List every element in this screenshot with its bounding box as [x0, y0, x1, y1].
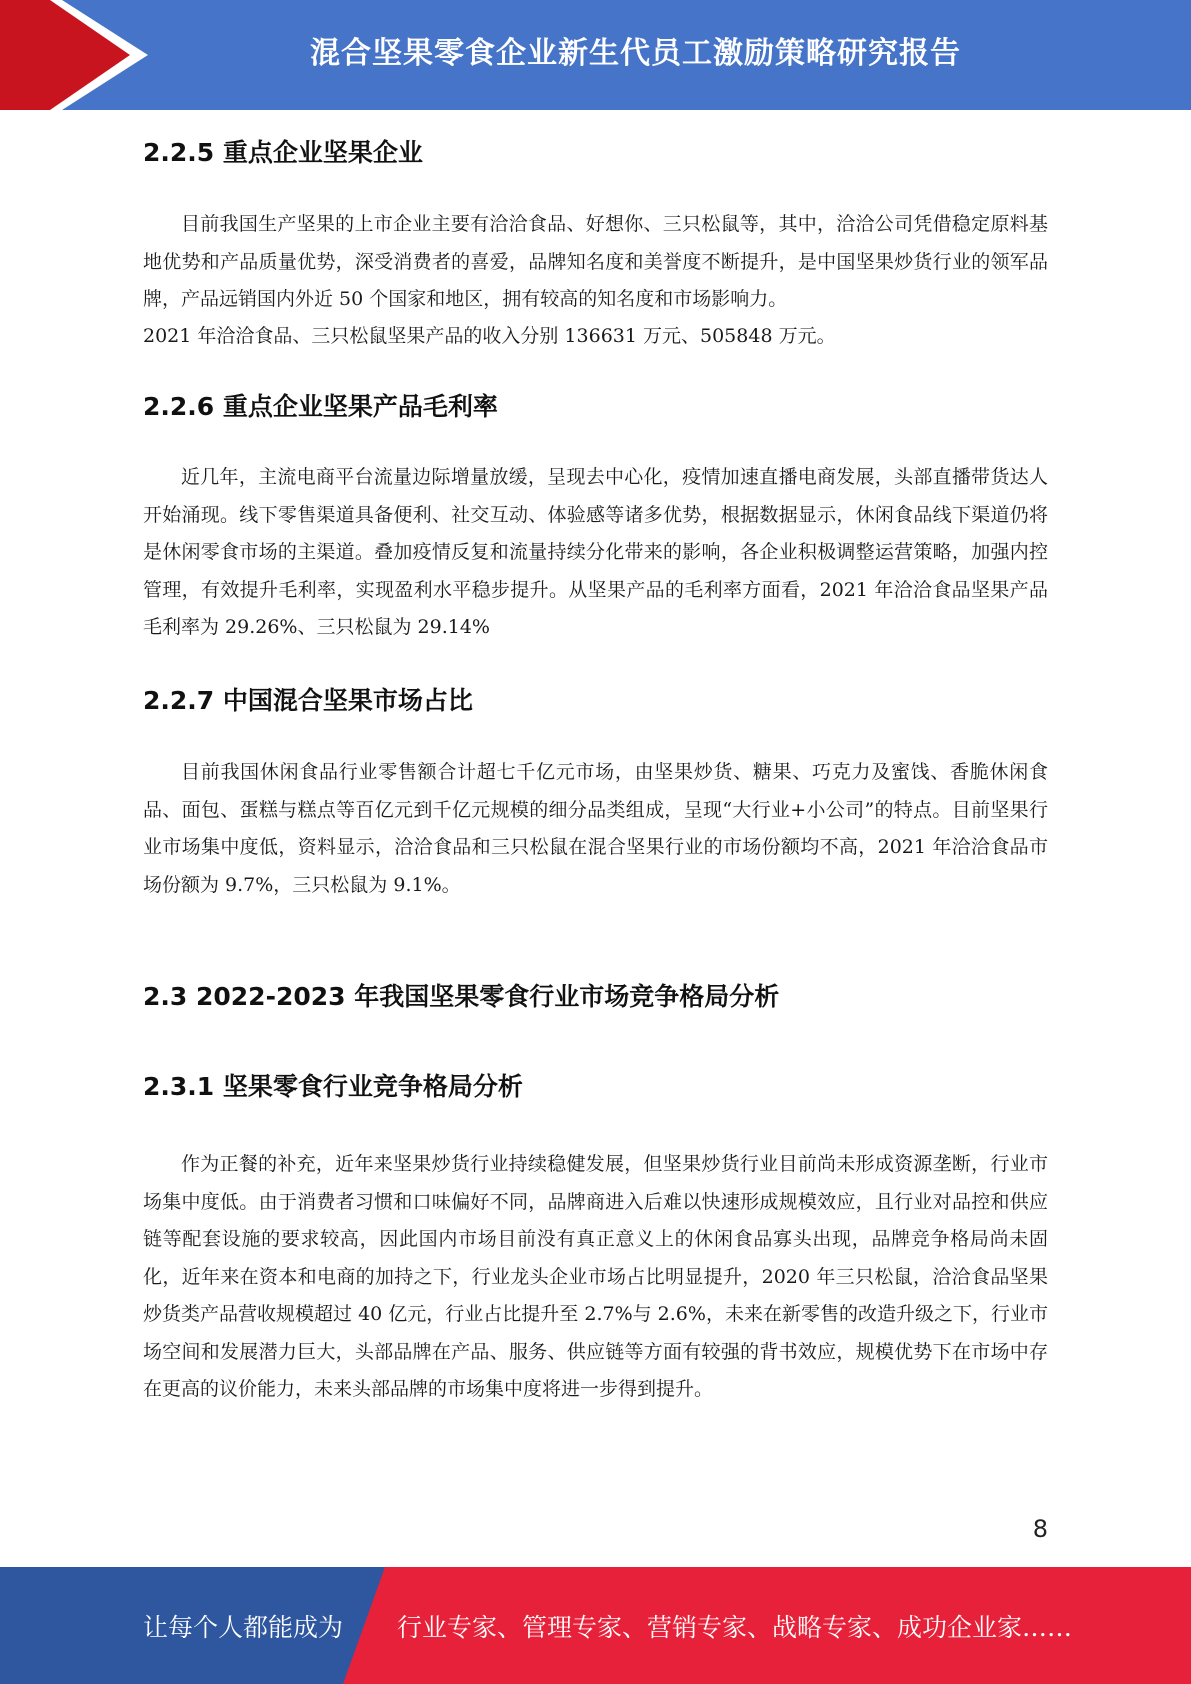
section-heading-2-3: 2.3 2022-2023 年我国坚果零食行业市场竞争格局分析	[143, 982, 780, 1011]
document-title: 混合坚果零食企业新生代员工激励策略研究报告	[310, 36, 961, 71]
page-header	[0, 0, 1191, 110]
footer-slogan-right: 行业专家、管理专家、营销专家、战略专家、成功企业家……	[397, 1612, 1073, 1642]
paragraph: 近几年，主流电商平台流量边际增量放缓，呈现去中心化，疫情加速直播电商发展，头部直播带货达人开始涌现。线下零售渠道具备便利、社交互动、体验感等诸多优势，根据数据显示，休闲食品线下渠道仍将是休闲零食市场的主渠道。叠加疫情反复和流量持续分化带来的影响，各企业积极调整运营策略，加强内控管理，有效提升毛利率，实现盈利水平稳步提升。从坚果产品的毛利率方面看，2021 年洽洽食品坚果产品毛利率为 29.26%、三只松鼠为 29.14%	[143, 466, 1048, 638]
footer-slogan-left: 让每个人都能成为	[143, 1612, 344, 1642]
paragraph: 作为正餐的补充，近年来坚果炒货行业持续稳健发展，但坚果炒货行业目前尚未形成资源垄断，行业市场集中度低。由于消费者习惯和口味偏好不同，品牌商进入后难以快速形成规模效应，且行业对品控和供应链等配套设施的要求较高，因此国内市场目前没有真正意义上的休闲食品寡头出现，品牌竞争格局尚未固化，近年来在资本和电商的加持之下，行业龙头企业市场占比明显提升，2020 年三只松鼠，洽洽食品坚果炒货类产品营收规模超过 40 亿元，行业占比提升至 2.7%与 2.6%，未来在新零售的改造升级之下，行业市场空间和发展潜力巨大，头部品牌在产品、服务、供应链等方面有较强的背书效应，规模优势下在市场中存在更高的议价能力，未来头部品牌的市场集中度将进一步得到提升。	[143, 1153, 1048, 1400]
section-heading-2-2-7: 2.2.7 中国混合坚果市场占比	[143, 686, 473, 715]
page-footer	[0, 1567, 1191, 1684]
section-heading-2-2-5: 2.2.5 重点企业坚果企业	[143, 138, 423, 167]
paragraph: 目前我国生产坚果的上市企业主要有洽洽食品、好想你、三只松鼠等，其中，洽洽公司凭借稳定原料基地优势和产品质量优势，深受消费者的喜爱，品牌知名度和美誉度不断提升，是中国坚果炒货行业的领军品牌，产品远销国内外近 50 个国家和地区，拥有较高的知名度和市场影响力。	[143, 213, 1048, 310]
section-heading-2-2-6: 2.2.6 重点企业坚果产品毛利率	[143, 392, 498, 421]
paragraph: 目前我国休闲食品行业零售额合计超七千亿元市场，由坚果炒货、糖果、巧克力及蜜饯、香脆休闲食品、面包、蛋糕与糕点等百亿元到千亿元规模的细分品类组成，呈现“大行业+小公司”的特点。目前坚果行业市场集中度低，资料显示，洽洽食品和三只松鼠在混合坚果行业的市场份额均不高，2021 年洽洽食品市场份额为 9.7%，三只松鼠为 9.1%。	[143, 761, 1048, 896]
paragraph: 2021 年洽洽食品、三只松鼠坚果产品的收入分别 136631 万元、505848 万元。	[143, 325, 836, 347]
page-number: 8	[1032, 1515, 1048, 1543]
section-heading-2-3-1: 2.3.1 坚果零食行业竞争格局分析	[143, 1072, 523, 1101]
